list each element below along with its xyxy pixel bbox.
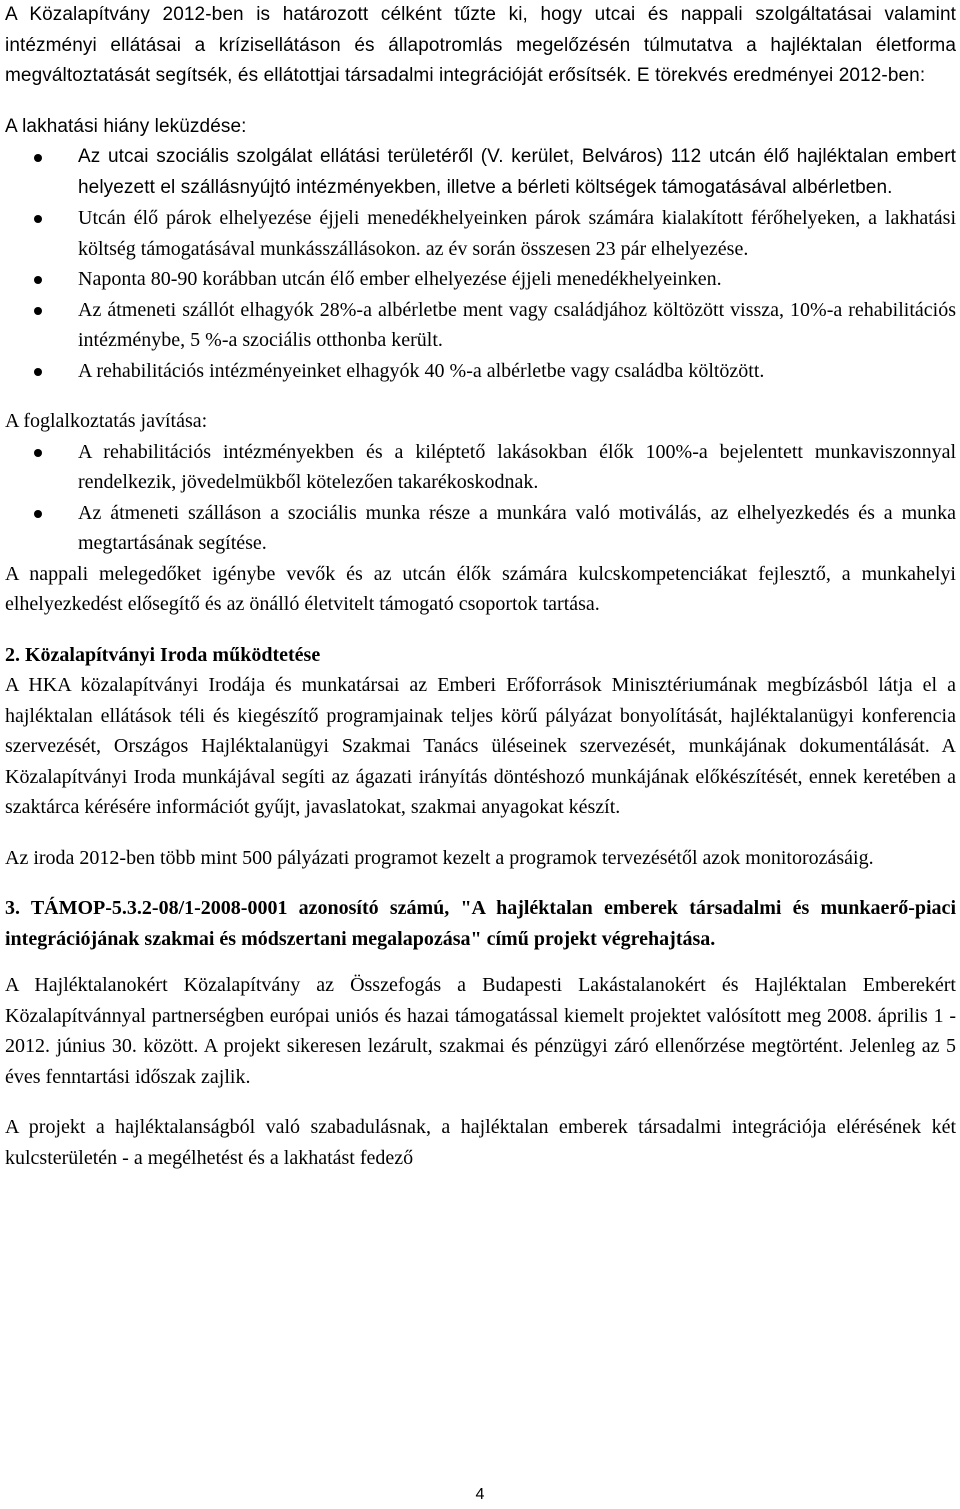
- list-item-text: A rehabilitációs intézményekben és a kiléptető lakásokban élők 100%-a bejelentett munkaviszonnyal rendelkezik, jövedelmükből kötelezően takarékoskodnak.: [78, 440, 956, 493]
- employment-list: [5, 437, 956, 559]
- spacer: [5, 954, 956, 970]
- section-3-heading: 3. TÁMOP-5.3.2-08/1-2008-0001 azonosító számú, "A hajléktalan emberek társadalmi és munkaerő-piaci integrációjának szakmai és módszertani megalapozása" című projekt végrehajtása.: [5, 897, 956, 950]
- housing-section-title: A lakhatási hiány leküzdése:: [5, 115, 247, 137]
- list-item: [5, 498, 956, 559]
- list-item: [5, 142, 956, 203]
- list-item-text: Az utcai szociális szolgálat ellátási területéről (V. kerület, Belváros) 112 utcán élő hajléktalan embert helyezett el szállásnyújtó intézményekben, illetve a bérleti költségek támogatásával albérletben.: [78, 146, 956, 198]
- bullet-icon: [34, 510, 42, 518]
- section-2-heading: 2. Közalapítványi Iroda működtetése: [5, 643, 321, 666]
- employment-section-title: A foglalkoztatás javítása:: [5, 410, 208, 432]
- spacer: [5, 620, 956, 640]
- section-2-paragraph: A HKA közalapítványi Irodája és munkatársai az Emberi Erőforrások Minisztériumának megbízásból látja el a hajléktalan ellátások téli és kiegészítő programjainak teljes körű pályázat bonyolítását, hajléktalanügyi konferencia szervezését, Országos Hajléktalanügyi Szakmai Tanács üléseinek szervezését, munkájának dokumentálását. A Közalapítványi Iroda munkájával segíti az ágazati irányítás döntéshozó munkájának előkészítését, ennek keretében a szaktárca kérésére információt gyűjt, javaslatokat, szakmai anyagokat készít.: [5, 674, 956, 818]
- section-2-paragraph: Az iroda 2012-ben több mint 500 pályázati programot kezelt a programok tervezésétől azok monitorozásáig.: [5, 846, 874, 869]
- list-item: [5, 295, 956, 356]
- list-item-text: Az átmeneti szállót elhagyók 28%-a albérletbe ment vagy családjához költözött vissza, 10%-a rehabilitációs intézménybe, 5 %-a szociális otthonba került.: [78, 298, 956, 351]
- bullet-icon: [34, 154, 42, 162]
- bullet-icon: [34, 449, 42, 457]
- spacer: [5, 386, 956, 406]
- list-item: [5, 437, 956, 498]
- bullet-icon: [34, 276, 42, 284]
- list-item-text: A rehabilitációs intézményeinket elhagyók 40 %-a albérletbe vagy családba költözött.: [78, 359, 765, 382]
- day-care-paragraph: A nappali melegedőket igénybe vevők és az utcán élők számára kulcskompetenciákat fejlesztő, a munkahelyi elhelyezkedést elősegítő és az önálló életvitelt támogató csoportok tartása.: [5, 562, 956, 615]
- bullet-icon: [34, 368, 42, 376]
- spacer: [5, 92, 956, 112]
- intro-paragraph: A Közalapítvány 2012-ben is határozott célként tűzte ki, hogy utcai és nappali szolgáltatásai valamint intézményi ellátásai a krízisellátáson és állapotromlás megelőzésén túlmutatva a hajléktalan életforma megváltoztatását segítsék, és ellátottjai társadalmi integrációját erősítsék. E törekvés eredményei 2012-ben:: [5, 4, 956, 86]
- list-item-text: Utcán élő párok elhelyezése éjjeli menedékhelyeinken párok számára kialakított férőhelyeken, a lakhatási költség támogatásával munkásszállásokon. az év során összesen 23 pár elhelyezése.: [78, 207, 956, 260]
- spacer: [5, 873, 956, 893]
- housing-list: [5, 142, 956, 386]
- section-3-paragraph: A projekt a hajléktalanságból való szabadulásnak, a hajléktalan emberek társadalmi integrációja elérésének két kulcsterületén - a megélhetést és a lakhatást fedező: [5, 1116, 956, 1169]
- bullet-icon: [34, 215, 42, 223]
- list-item-text: Naponta 80-90 korábban utcán élő ember elhelyezése éjjeli menedékhelyeinken.: [78, 268, 722, 290]
- list-item: [5, 264, 956, 295]
- page-number: 4: [475, 1486, 485, 1503]
- spacer: [5, 1092, 956, 1112]
- list-item: [5, 356, 956, 387]
- document-page: [5, 0, 956, 1173]
- spacer: [5, 823, 956, 843]
- section-3-paragraph: A Hajléktalanokért Közalapítvány az Összefogás a Budapesti Lakástalanokért és Hajléktalan Emberekért Közalapítvánnyal partnerségben európai uniós és hazai támogatással kiemelt projektet valósított meg 2008. április 1 - 2012. június 30. között. A projekt sikeresen lezárult, szakmai és pénzügyi záró ellenőrzése megtörtént. Jelenleg az 5 éves fenntartási időszak zajlik.: [5, 974, 956, 1088]
- bullet-icon: [34, 307, 42, 315]
- list-item-text: Az átmeneti szálláson a szociális munka része a munkára való motiválás, az elhelyezkedés és a munka megtartásának segítése.: [78, 501, 956, 554]
- list-item: [5, 203, 956, 264]
